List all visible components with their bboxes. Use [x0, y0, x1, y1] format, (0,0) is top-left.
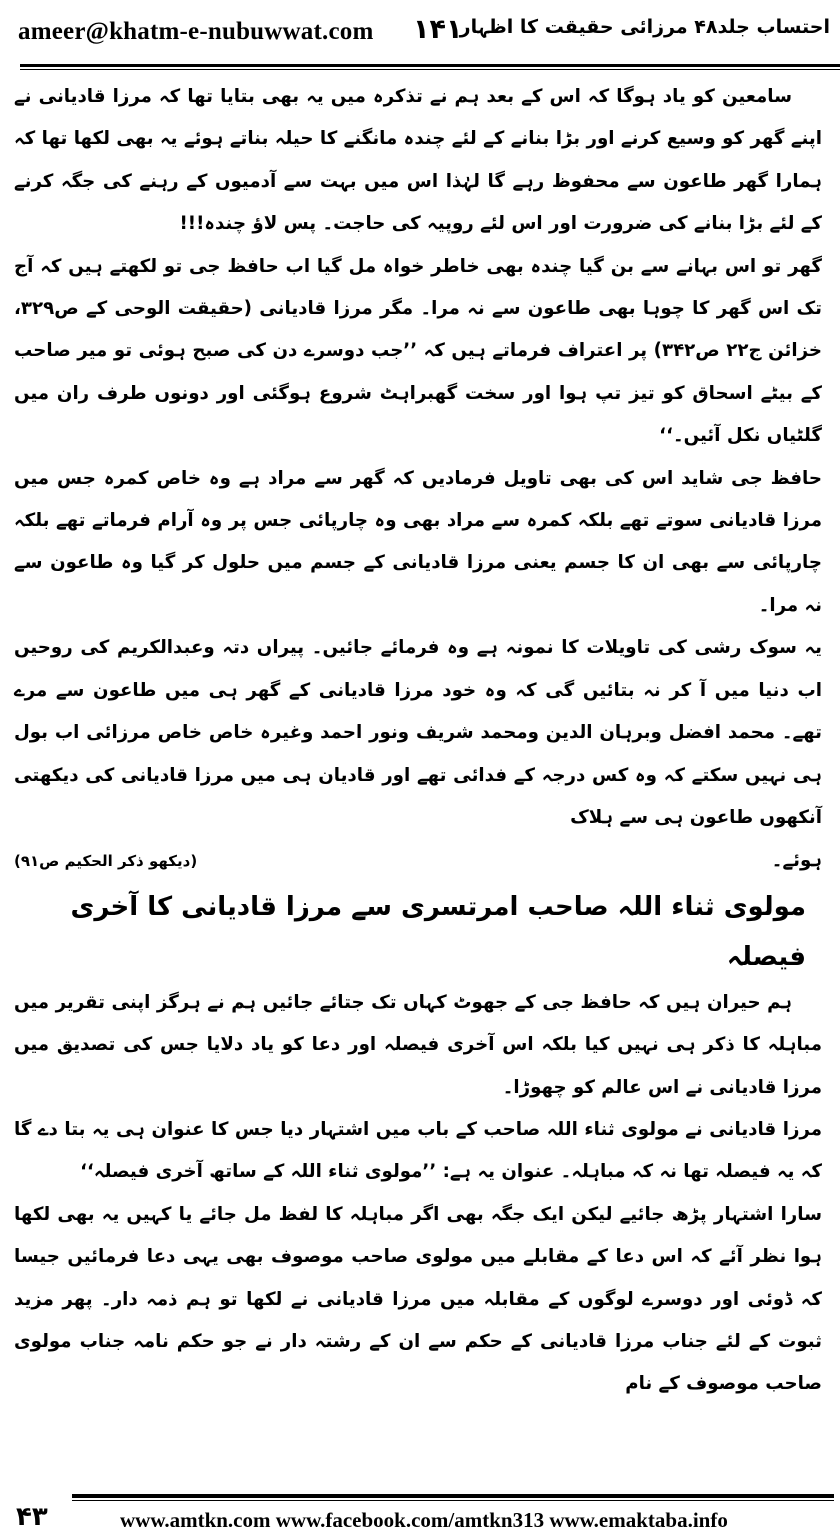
paragraph-1: سامعین کو یاد ہوگا کہ اس کے بعد ہم نے تذکرہ میں یہ بھی بتایا تھا کہ مرزا قادیانی نے اپنے گھر کو وسیع کرنے اور بڑا بنانے کے لئے چندہ مانگنے کا حیلہ بناتے ہوئے یہ بھی لکھا تھا کہ ہمارا گھر طاعون سے محفوظ رہے گا لہٰذا اس میں بہت سے آدمیوں کے رہنے کی جگہ کرنے کے لئے بڑا بنانے کی ضرورت اور اس لئے روپیہ کی حاجت۔ پس لاؤ چندہ!!! [14, 86, 822, 235]
header-email: ameer@khatm-e-nubuwwat.com [18, 18, 374, 45]
section-heading: مولوی ثناء اللہ صاحب امرتسری سے مرزا قادیانی کا آخری فیصلہ [70, 891, 806, 972]
footer-links: www.amtkn.com www.facebook.com/amtkn313 www.emaktaba.info [120, 1508, 728, 1532]
page-footer [12, 1494, 834, 1534]
header-rule-thick [20, 64, 840, 67]
paragraph-7: سارا اشتہار پڑھ جائیے لیکن ایک جگہ بھی اگر مباہلہ کا لفظ مل جائے یا کہیں یہ بھی لکھا ہوا نظر آئے کہ اس دعا کے مقابلے میں مولوی صاحب موصوف بھی یہی دعا فرمائیں جیسا کہ ڈوئی اور دوسرے لوگوں کے مقابلہ میں مرزا قادیانی نے لکھا تو ہم ذمہ دار۔ پھر مزید ثبوت کے لئے جناب مرزا قادیانی کے حکم سے ان کے رشتہ دار نے جو حکم نامہ جناب مولوی صاحب موصوف کے نام [14, 1203, 822, 1395]
paragraph-4-last-line [14, 839, 822, 881]
header-page-number: ۱۴۱ [413, 14, 463, 45]
paragraph-4-tail: ہوئے۔ [771, 850, 822, 871]
paragraph-5: ہم حیران ہیں کہ حافظ جی کے جھوٹ کہاں تک جتائے جائیں ہم نے ہرگز اپنی تقریر میں مباہلہ کا ذکر ہی نہیں کیا بلکہ اس آخری فیصلہ اور دعا کو یاد دلایا جس کی تصدیق میں مرزا قادیانی نے اس عالم کو چھوڑا۔ [14, 991, 822, 1098]
paragraph-3: حافظ جی شاید اس کی بھی تاویل فرمادیں کہ گھر سے مراد ہے وہ خاص کمرہ جس میں مرزا قادیانی سوتے تھے بلکہ کمرہ سے مراد بھی وہ چارپائی جس پر وہ آرام فرماتے تھے بلکہ چارپائی سے بھی ان کا جسم یعنی مرزا قادیانی کے جسم میں حلول کر گیا وہ طاعون سے نہ مرا۔ [14, 467, 822, 616]
header-book-title: احتساب جلد۴۸ مرزائی حقیقت کا اظہار [459, 16, 830, 38]
paragraph-6: مرزا قادیانی نے مولوی ثناء اللہ صاحب کے باب میں اشتہار دیا جس کا عنوان ہی یہ بتا دے گا کہ یہ فیصلہ تھا نہ کہ مباہلہ۔ عنوان یہ ہے: ’’مولوی ثناء اللہ کے ساتھ آخری فیصلہ‘‘ [14, 1118, 822, 1183]
header-rule-thin [20, 69, 840, 70]
body-text [14, 76, 822, 1406]
footer-rule-thick [72, 1494, 834, 1498]
paragraph-2: گھر تو اس بہانے سے بن گیا چندہ بھی خاطر خواہ مل گیا اب حافظ جی تو لکھتے ہیں کہ آج تک اس گھر کا چوہا بھی طاعون سے نہ مرا۔ مگر مرزا قادیانی (حقیقت الوحی کے ص۳۲۹، خزائن ج۲۲ ص۳۴۲) پر اعتراف فرماتے ہیں کہ ’’جب دوسرے دن کی صبح ہوئی تو میر صاحب کے بیٹے اسحاق کو تیز تپ ہوا اور سخت گھبراہٹ شروع ہوگئی اور دونوں طرف ران میں گلٹیاں نکل آئیں۔‘‘ [14, 255, 822, 447]
paragraph-4: یہ سوک رشی کی تاویلات کا نمونہ ہے وہ فرمائے جائیں۔ پیراں دتہ وعبدالکریم کی روحیں اب دنیا میں آ کر نہ بتائیں گی کہ وہ خود مرزا قادیانی کے گھر ہی میں طاعون سے مرے تھے۔ محمد افضل وبرہان الدین ومحمد شریف ونور احمد وغیرہ خاص خاص مرزائی اب بول ہی نہیں سکتے کہ وہ کس درجہ کے فدائی تھے اور قادیان ہی میں مرزا قادیانی کی دیکھتی آنکھوں طاعون ہی سے ہلاک [14, 637, 822, 828]
footer-page-number: ۴۳ [16, 1502, 48, 1532]
footer-rule-thin [72, 1500, 834, 1501]
page-header [10, 0, 832, 70]
paragraph-4-reference: (دیکھو ذکر الحکیم ص۹۱) [14, 851, 198, 870]
